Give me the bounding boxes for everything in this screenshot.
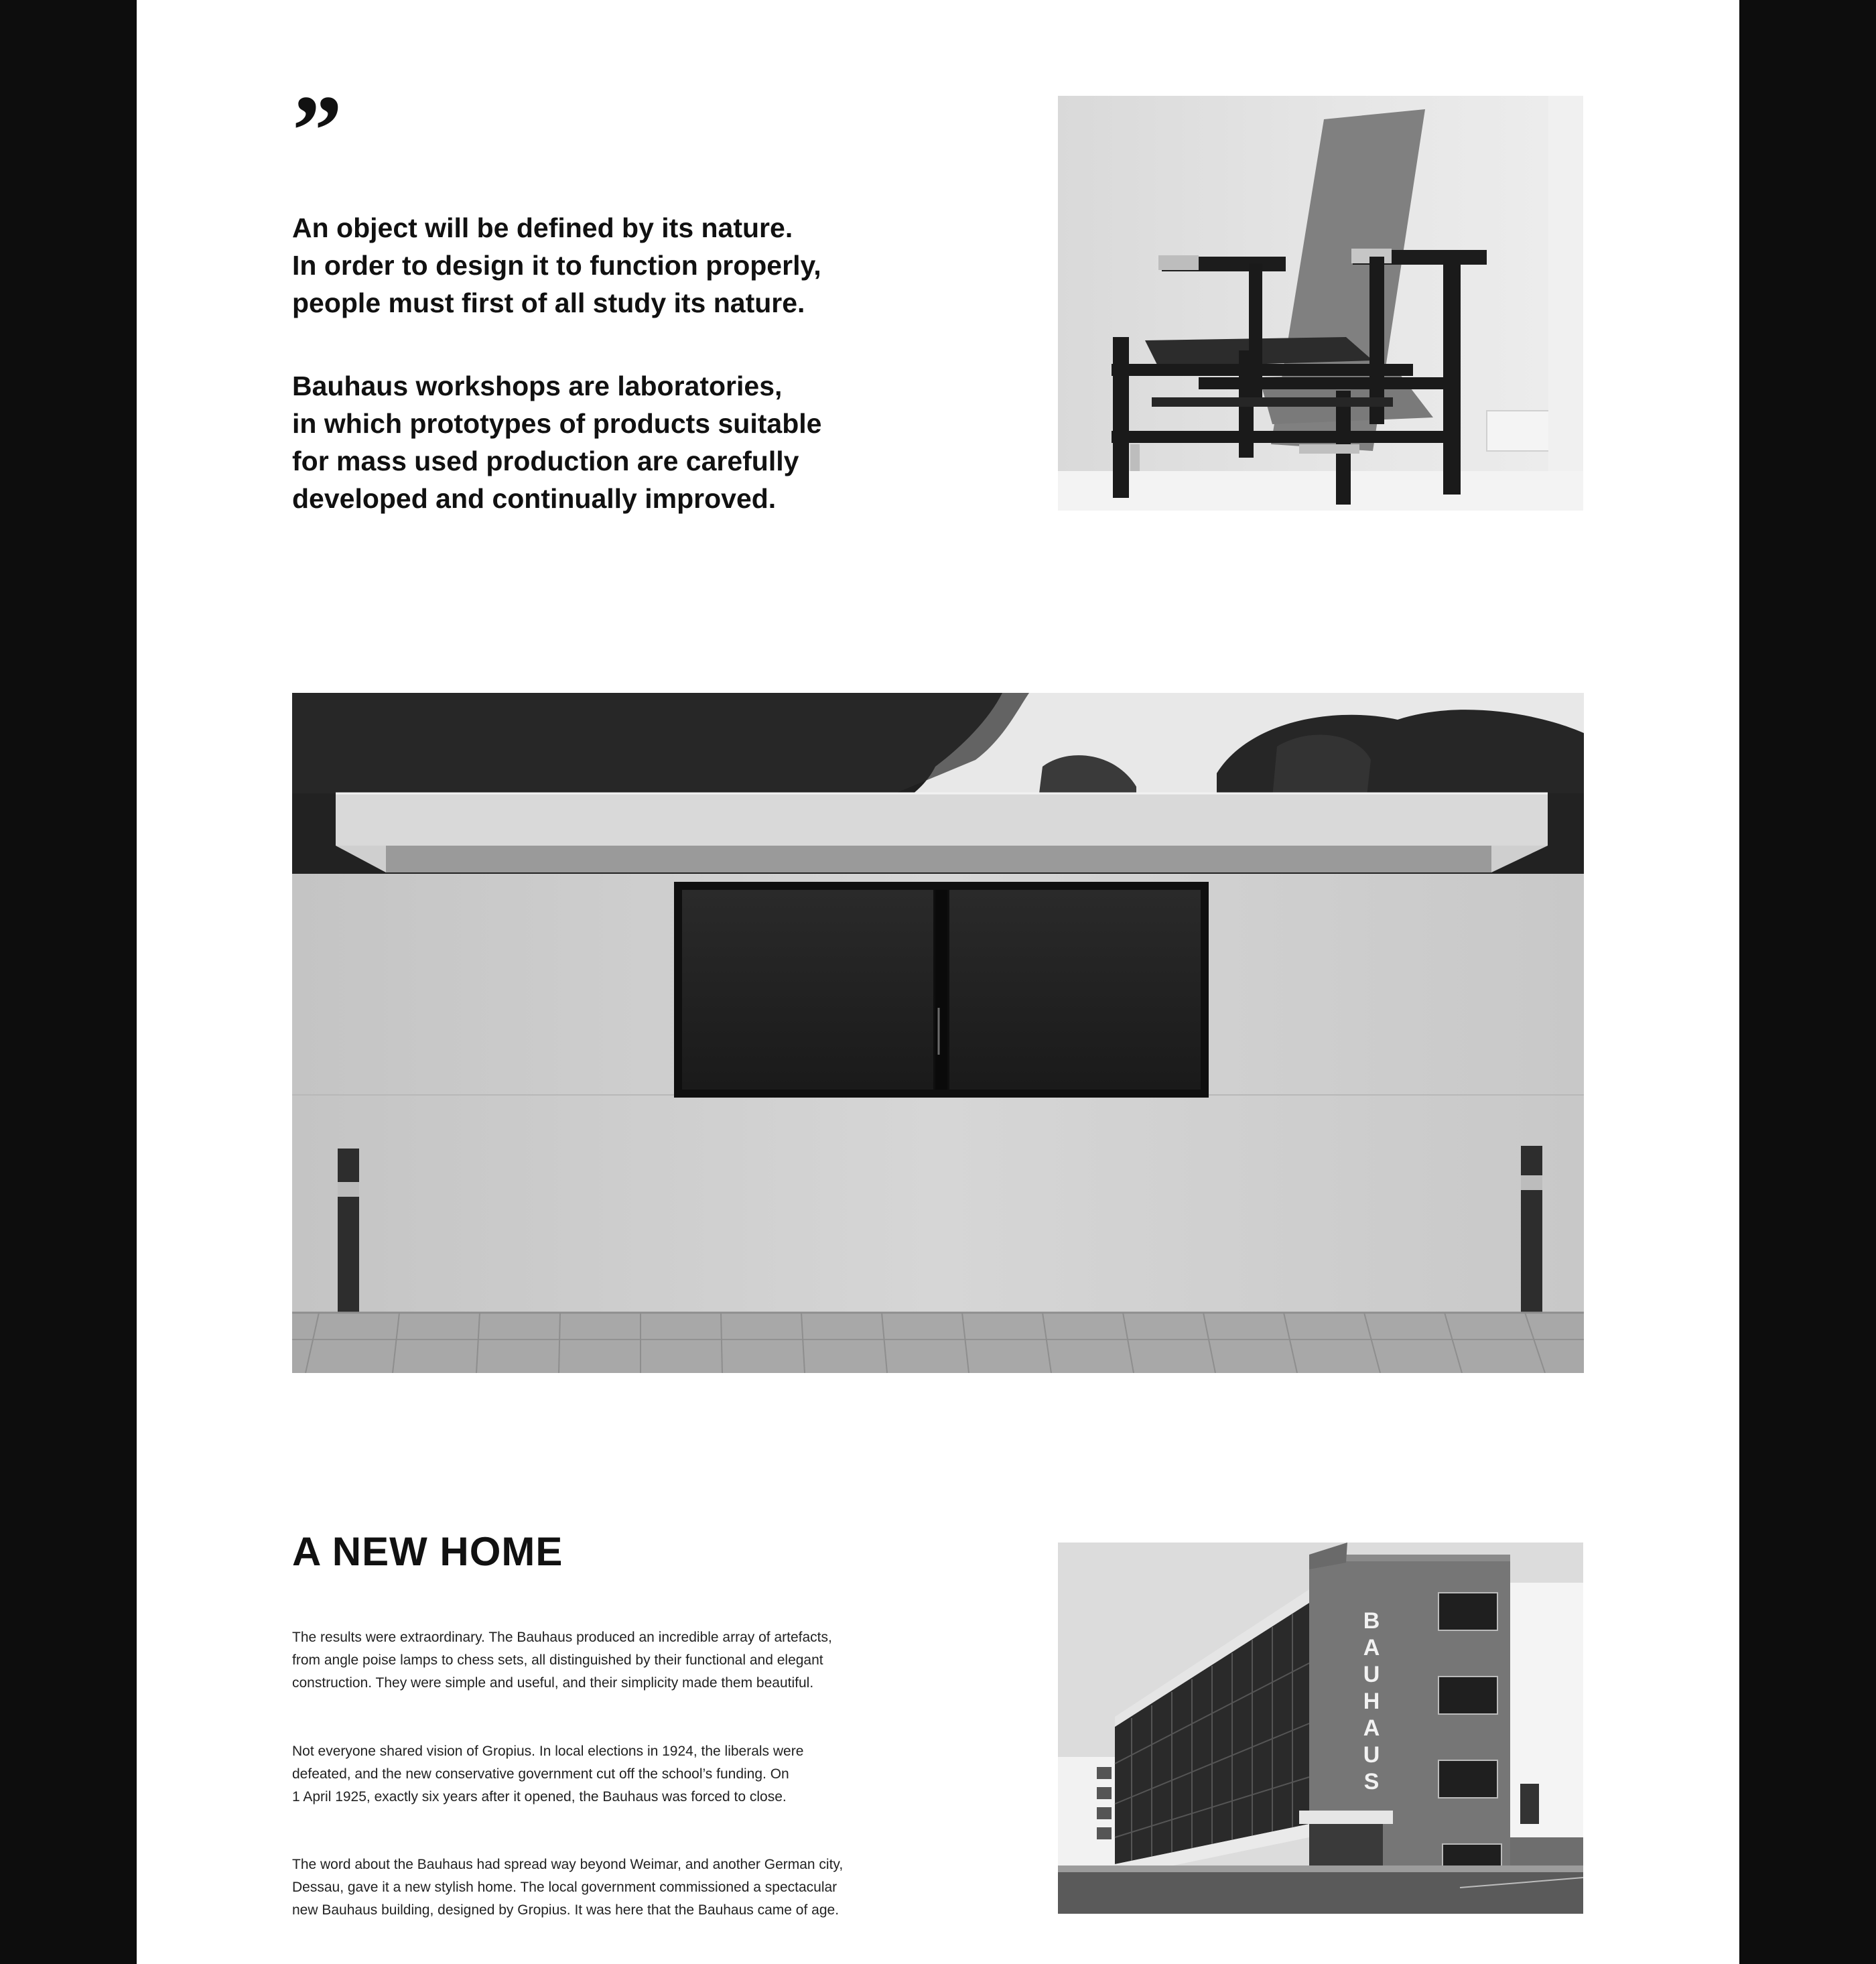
quote-statement-1: An object will be defined by its nature. In order to design it to function properly, people must first of all study its nature.: [292, 212, 821, 318]
paragraph-results: The results were extraordinary. The Bauhaus produced an incredible array of artefacts, from angle poise lamps to chess sets, all distinguished by their functional and elegant construction. They were simple and useful, and their simplicity made them beautiful.: [292, 1630, 832, 1691]
sign-letter: H: [1363, 1689, 1380, 1714]
sign-letter: A: [1363, 1635, 1380, 1660]
quote-statement-2: Bauhaus workshops are laboratories, in which prototypes of products suitable for mass used production are carefully developed and continually improved.: [292, 371, 822, 514]
quote-mark-icon: ”: [292, 75, 338, 186]
sign-letter: U: [1363, 1742, 1380, 1768]
sign-letter: A: [1363, 1715, 1380, 1741]
bauhaus-dessau-photo: [1058, 1543, 1583, 1914]
sign-letter: U: [1363, 1662, 1380, 1687]
building-facade-photo: [292, 693, 1584, 1373]
section-heading: A NEW HOME: [292, 1529, 563, 1574]
sign-letter: S: [1363, 1769, 1380, 1794]
paragraph-dessau: The word about the Bauhaus had spread way beyond Weimar, and another German city, Dessau, gave it a new stylish home. The local government commissioned a spectacular new Bauhaus building, designed by Gropius. It was here that the Bauhaus came of age.: [292, 1857, 844, 1918]
paragraph-gropius-vision: Not everyone shared vision of Gropius. In local elections in 1924, the liberals were defeated, and the new conservative government cut off the school’s funding. On 1 April 1925, exactly six years after it opened, the Bauhaus was forced to close.: [292, 1744, 804, 1805]
chair-photo: [1058, 96, 1583, 511]
page: [137, 0, 1739, 1964]
sign-letter: B: [1363, 1608, 1380, 1634]
